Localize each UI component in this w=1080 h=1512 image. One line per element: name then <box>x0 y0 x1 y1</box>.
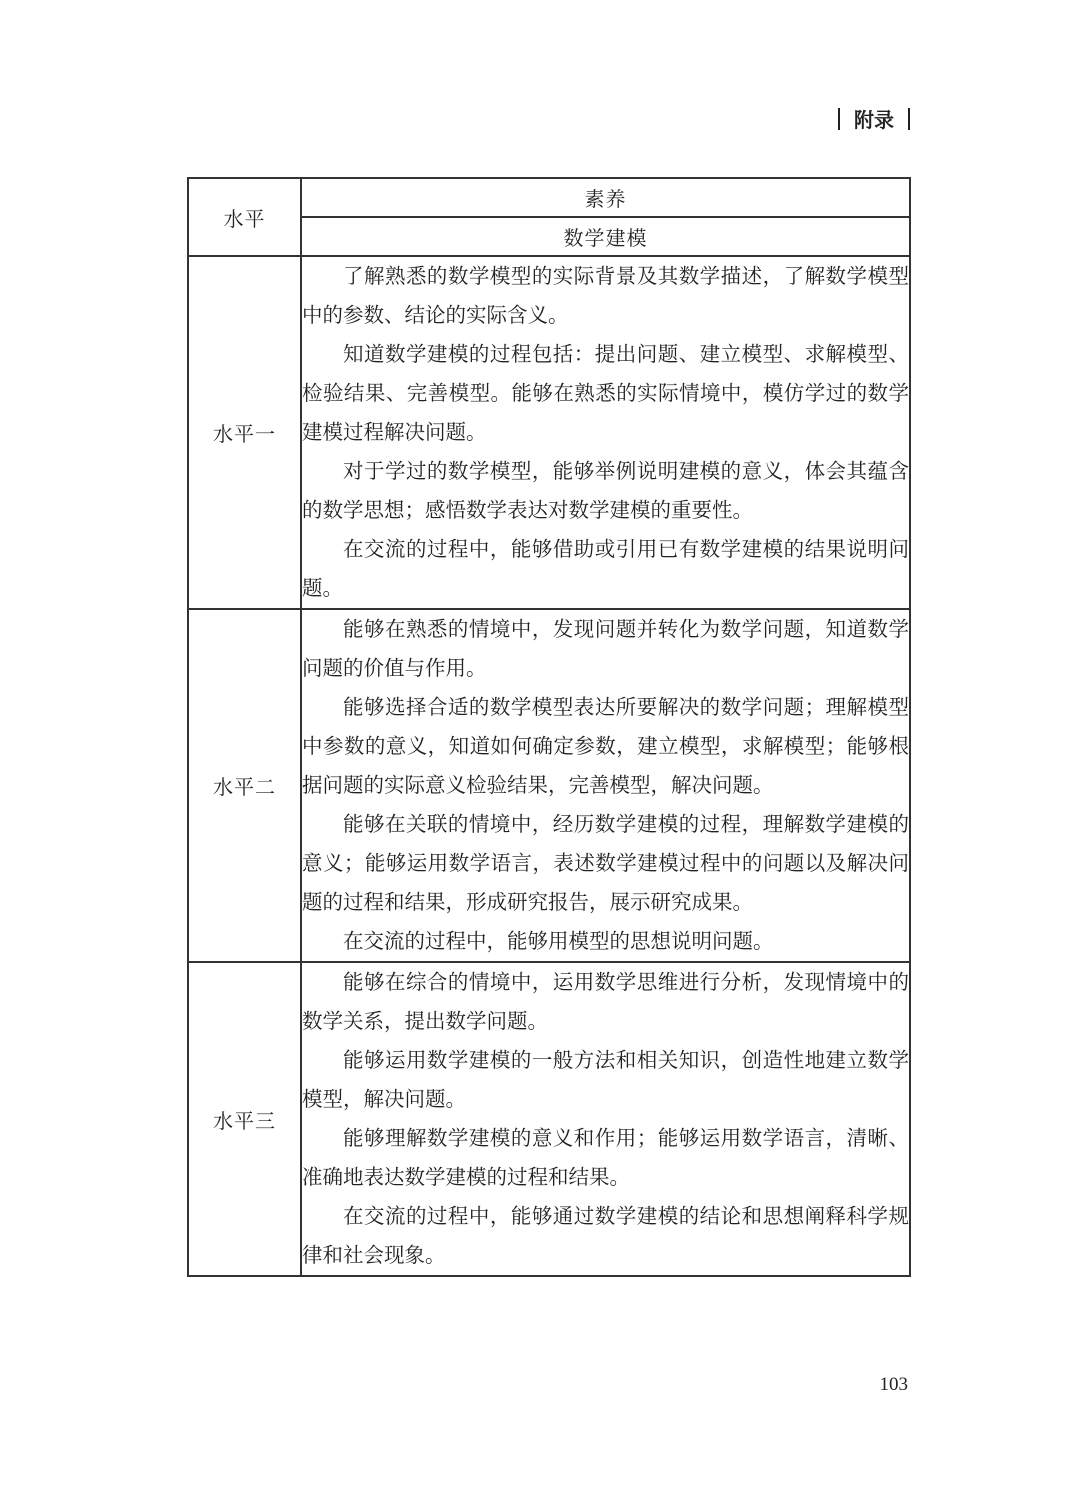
header-right-bar <box>908 108 910 130</box>
page-number: 103 <box>879 1374 908 1395</box>
table-row <box>188 962 910 1276</box>
description-paragraph: 知道数学建模的过程包括：提出问题、建立模型、求解模型、检验结果、完善模型。能够在熟悉的实际情境中，模仿学过的数学建模过程解决问题。 <box>302 342 909 444</box>
header-level-cell: 水平 <box>188 178 301 256</box>
header-literacy-cell: 素养 <box>301 178 910 217</box>
level-cell: 水平一 <box>188 256 301 609</box>
table-row <box>188 256 910 609</box>
description-paragraph: 能够在关联的情境中，经历数学建模的过程，理解数学建模的意义；能够运用数学语言，表述数学建模过程中的问题以及解决问题的过程和结果，形成研究报告，展示研究成果。 <box>302 812 909 914</box>
description-paragraph: 能够在熟悉的情境中，发现问题并转化为数学问题，知道数学问题的价值与作用。 <box>302 617 909 680</box>
table-row <box>188 609 910 962</box>
description-paragraph: 了解熟悉的数学模型的实际背景及其数学描述，了解数学模型中的参数、结论的实际含义。 <box>302 264 909 327</box>
literacy-table <box>187 177 911 1277</box>
page-header <box>838 104 910 133</box>
description-paragraph: 能够运用数学建模的一般方法和相关知识，创造性地建立数学模型，解决问题。 <box>302 1048 909 1111</box>
header-subject-cell: 数学建模 <box>301 217 910 256</box>
table-header-row <box>188 178 910 217</box>
level-cell: 水平三 <box>188 962 301 1276</box>
description-paragraph: 对于学过的数学模型，能够举例说明建模的意义，体会其蕴含的数学思想；感悟数学表达对数学建模的重要性。 <box>302 459 909 522</box>
description-paragraph: 能够理解数学建模的意义和作用；能够运用数学语言，清晰、准确地表达数学建模的过程和结果。 <box>302 1126 909 1189</box>
level-cell: 水平二 <box>188 609 301 962</box>
description-paragraph: 在交流的过程中，能够借助或引用已有数学建模的结果说明问题。 <box>302 537 909 600</box>
header-left-bar <box>838 108 840 130</box>
description-paragraph: 在交流的过程中，能够用模型的思想说明问题。 <box>343 929 774 953</box>
description-paragraph: 能够选择合适的数学模型表达所要解决的数学问题；理解模型中参数的意义，知道如何确定参数，建立模型，求解模型；能够根据问题的实际意义检验结果，完善模型，解决问题。 <box>302 695 909 797</box>
description-cell <box>301 962 910 1276</box>
description-paragraph: 能够在综合的情境中，运用数学思维进行分析，发现情境中的数学关系，提出数学问题。 <box>302 970 909 1033</box>
description-paragraph: 在交流的过程中，能够通过数学建模的结论和思想阐释科学规律和社会现象。 <box>302 1204 909 1267</box>
header-title: 附录 <box>854 108 894 132</box>
description-cell <box>301 609 910 962</box>
description-cell <box>301 256 910 609</box>
